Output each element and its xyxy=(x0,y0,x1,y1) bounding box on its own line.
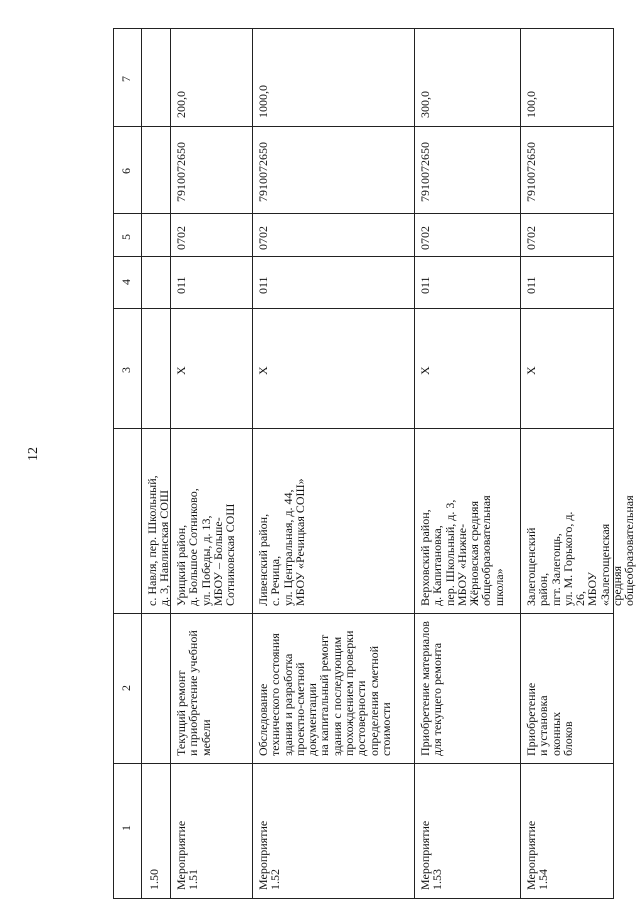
row-1-53-event: Приобретение материалов для текущего ремонта xyxy=(418,621,445,756)
header-col-7: 7 xyxy=(119,76,133,82)
row-1-51-number: Мероприятие 1.51 xyxy=(174,820,201,890)
row-1-53-amount: 300,0 xyxy=(418,91,432,118)
row-1-51-code-5: 0702 xyxy=(174,226,188,250)
header-col-2: 2 xyxy=(119,685,133,691)
row-1-51-code-6: 7910072650 xyxy=(174,142,188,202)
row-1-53-number: Мероприятие 1.53 xyxy=(418,820,445,890)
row-1-53-x: Х xyxy=(418,366,432,375)
row-1-52-code-5: 0702 xyxy=(256,226,270,250)
row-1-52-amount: 1000,0 xyxy=(256,85,270,118)
row-1-51-amount: 200,0 xyxy=(174,91,188,118)
row-1-53-code-4: 011 xyxy=(418,276,432,294)
row-1-52-code-4: 011 xyxy=(256,276,270,294)
header-col-3: 3 xyxy=(119,367,133,373)
column-divider-6-5 xyxy=(113,213,613,214)
column-divider-7-6 xyxy=(113,126,613,127)
row-1-53-address: Верховский район, д. Капитановка, пер. Школьный, д. 3, МБОУ «Нижне- Жёрновская средняя общеобразовательная школа» xyxy=(418,495,506,606)
row-1-54-amount: 100,0 xyxy=(524,91,538,118)
row-1-51-x: Х xyxy=(174,366,188,375)
page-number: 12 xyxy=(26,447,41,461)
row-1-54-event: Приобретение и установка оконных блоков xyxy=(524,682,575,756)
row-1-52-event: Обследование технического состояния здания и разработка проектно-сметной документации на капитальный ремонт здания с последующим прохождением проверки достоверности определения сметной стоимости xyxy=(256,630,393,756)
column-divider-3-2 xyxy=(113,428,613,429)
column-divider-1-0 xyxy=(113,763,613,764)
column-divider-4-3 xyxy=(113,308,613,309)
row-1-54-code-6: 7910072650 xyxy=(524,142,538,202)
row-1-52-code-6: 7910072650 xyxy=(256,142,270,202)
header-col-6: 6 xyxy=(119,168,133,174)
row-1-52-number: Мероприятие 1.52 xyxy=(256,820,283,890)
row-1-54-address: Залегощенский район, пгт. Залегощь, ул. М. Горького, д. 26, МБОУ «Залегощенская средняя общеобразовательная xyxy=(524,495,637,606)
rotated-data-table xyxy=(113,28,637,899)
table-row xyxy=(252,28,415,898)
header-col-4: 4 xyxy=(119,279,133,285)
table-border-top xyxy=(113,28,613,29)
row-1-54-number: Мероприятие 1.54 xyxy=(524,820,551,890)
row-1-50-number: 1.50 xyxy=(147,869,161,890)
header-col-5: 5 xyxy=(119,234,133,240)
row-1-51-event: Текущий ремонт и приобретение учебной мебели xyxy=(174,630,213,756)
table-row xyxy=(141,28,171,898)
row-1-52-x: Х xyxy=(256,366,270,375)
row-1-54-x: Х xyxy=(524,366,538,375)
column-divider-5-4 xyxy=(113,256,613,257)
column-divider-2-1 xyxy=(113,613,613,614)
table-header-row xyxy=(113,28,142,898)
row-1-50-address: с. Навля, пер. Школьный, д. 3, Навлинская СОШ xyxy=(145,475,172,606)
row-1-51-code-4: 011 xyxy=(174,276,188,294)
row-1-53-code-6: 7910072650 xyxy=(418,142,432,202)
row-1-51-address: Урицкий район, д. Большое Сотниково, ул. Победы, д. 13, МБОУ – Больше- Сотниковская СОШ xyxy=(174,488,238,606)
row-1-54-code-5: 0702 xyxy=(524,226,538,250)
header-col-1: 1 xyxy=(119,825,133,831)
row-1-54-code-4: 011 xyxy=(524,276,538,294)
row-1-53-code-5: 0702 xyxy=(418,226,432,250)
row-1-52-address: Ливенский район, с. Речица, ул. Центральная, д. 44, МБОУ «Речицкая СОШ» xyxy=(256,478,307,606)
